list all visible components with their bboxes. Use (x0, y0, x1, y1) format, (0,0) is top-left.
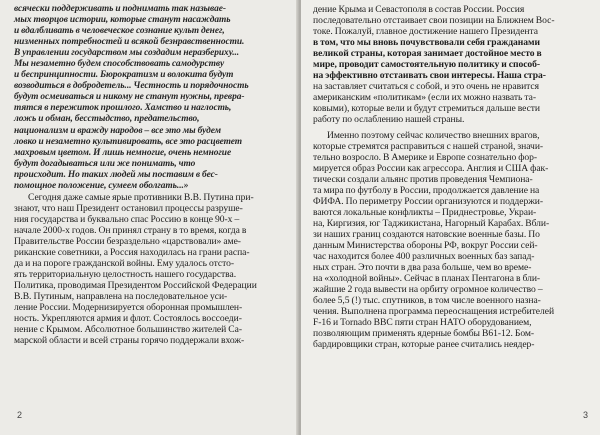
body-line: Правительстве России безраздельно «царствовали» аме- (14, 235, 241, 247)
body-line: ных стран. Это почти в два раза больше, чем во време- (313, 262, 532, 274)
page-number: 2 (17, 410, 23, 420)
right-page (301, 0, 600, 435)
quote-line: В управлении государством мы создадим неразбериху... (14, 48, 240, 59)
body-line: ять территориальную целостность нашего государства. (14, 269, 237, 281)
body-line: позволяющим применять ядерные бомбы В61-12. Бом- (313, 328, 535, 340)
quote-line: помощное положение, сумеем оболгать...» (14, 180, 189, 191)
quote-line: будут догадываться или же понимать, что (14, 158, 196, 169)
body-line: час находится более 400 различных военных баз запад- (313, 251, 535, 263)
quote-line: и вдалбливать в человеческое сознание культ денег, (14, 26, 225, 37)
quote-line: мых творцов истории, которые станут насаждать (14, 15, 231, 26)
body-line: великой страны, которая занимает достойное место в (313, 48, 542, 60)
body-line: F-16 и Tornado ВВС пяти стран НАТО оборудованием, (313, 317, 532, 329)
body-line: на «холодной войны». Сейчас в планах Пентагона в бли- (313, 273, 541, 285)
body-line: более 5,5 (!) тыс. спутников, в том числе военного назна- (313, 295, 541, 307)
body-line: начале 2000-х годов. Он принял страну в то время, когда в (14, 224, 247, 236)
body-line: марской области и всей страны горячо поддержали вхож- (14, 335, 245, 347)
quote-line: национализм и вражду народов – все это мы будем (14, 125, 222, 136)
body-line: знают, что наш Президент остановил процессы разруше- (14, 202, 243, 214)
quote-line: махровым цветом. И лишь немногие, очень немногие (14, 147, 232, 158)
body-line: на, Киргизия, юг Таджикистана, Нагорный Карабах. Вбли- (313, 217, 550, 229)
body-line: чения. Выполнена программа переоснащения истребителей (313, 306, 555, 318)
quote-block (14, 4, 289, 192)
body-line: та мира по футболу в России, продолжается давление на (313, 184, 540, 196)
body-line: зи наших границ создаются натовские военные базы. По (313, 228, 540, 240)
body-line: ваются локальные конфликты – Приднестровье, Украи- (313, 206, 537, 218)
body-line: дение Крыма и Севастополя в состав России. Россия (313, 4, 525, 15)
body-line: данным Министерства обороны РФ, вокруг России сей- (313, 239, 538, 251)
body-line: ния государства и буквально спас Россию в конце 90-х – (14, 213, 240, 225)
body-line: бардировщики стран, которые ранее считались неядер- (313, 339, 535, 351)
quote-line: и беспринципности. Бюрократизм и волокита будут (14, 70, 234, 81)
body-line: тически создали альянс против проведения Чемпиона- (313, 173, 533, 185)
body-line: тельно возросло. В Америке и Европе сознательно фор- (313, 151, 538, 163)
body-line: на заставляет считаться с собой, и это очень не нравится (313, 81, 539, 93)
paragraph-2 (313, 130, 592, 351)
body-line: токе. Пожалуй, главное достижение нашего Президента (313, 26, 538, 38)
body-line: последовательно отстаивает свои позиции на Ближнем Вос- (313, 15, 555, 27)
quote-line: всячески поддерживать и поднимать так называе- (14, 4, 226, 14)
body-line: жайшие 2 года вывести на орбиту огромное количество – (313, 284, 543, 296)
body-line: на эффективно отстаивать свои интересы. Наша стра- (313, 70, 546, 82)
body-line: Политика, проводимая Президентом Российской Федерации (14, 280, 257, 292)
body-line: риканские советники, а Россия находилась на грани распа- (14, 247, 250, 259)
page-number: 3 (582, 410, 588, 420)
body-line: ность. Укрепляются армия и флот. Состоялось воссоеди- (14, 313, 242, 325)
body-line: в том, что мы вновь почувствовали себя гражданами (313, 37, 540, 49)
quote-line: Мы незаметно будем способствовать самодурству (14, 59, 225, 70)
body-line: ление России. Модернизируется оборонная промышлен- (14, 302, 243, 314)
body-line: американским «политикам» (если их можно назвать та- (313, 92, 537, 104)
body-line: ФИФА. По периметру России организуются и поддержи- (313, 195, 543, 207)
body-line: В.В. Путиным, направлена на последовательное уси- (14, 291, 228, 303)
body-line: ковыми), которые вели и будут стремиться дальше вести (313, 103, 541, 115)
quote-line: тятся в пережиток прошлого. Хамство и наглость, (14, 103, 232, 114)
body-line: нение с Крымом. Абсолютное большинство жителей Са- (14, 324, 242, 336)
body-line: мируется образ России как агрессора. Англия и США фак- (313, 162, 549, 174)
body-paragraph (14, 192, 289, 347)
left-page (0, 0, 299, 435)
body-line: Именно поэтому сейчас количество внешних врагов, (327, 129, 540, 141)
quote-line: низменных потребностей и всякой безнравственности. (14, 37, 245, 48)
body-line: да и на пороге гражданской войны. Ему удалось отсто- (14, 258, 234, 270)
body-line: которые стремятся расправиться с нашей страной, значи- (313, 140, 544, 152)
quote-line: ловко и незаметно культивировать, все это расцветет (14, 136, 242, 147)
quote-line: происходит. Но таких людей мы поставим в бес- (14, 169, 218, 180)
quote-line: будут осмеиваться и никому не станут нужны, превра- (14, 92, 245, 103)
body-line: Сегодня даже самые ярые противники В.В. Путина при- (28, 191, 254, 203)
quote-line: ложь и обман, бесстыдство, предательство, (14, 114, 200, 125)
quote-line: возводиться в добродетель... Честность и порядочность (14, 81, 249, 92)
paragraph-1 (313, 4, 592, 126)
body-line: работу по ослаблению нашей страны. (313, 114, 465, 126)
body-line: мире, проводит самостоятельную политику и способ- (313, 59, 541, 71)
